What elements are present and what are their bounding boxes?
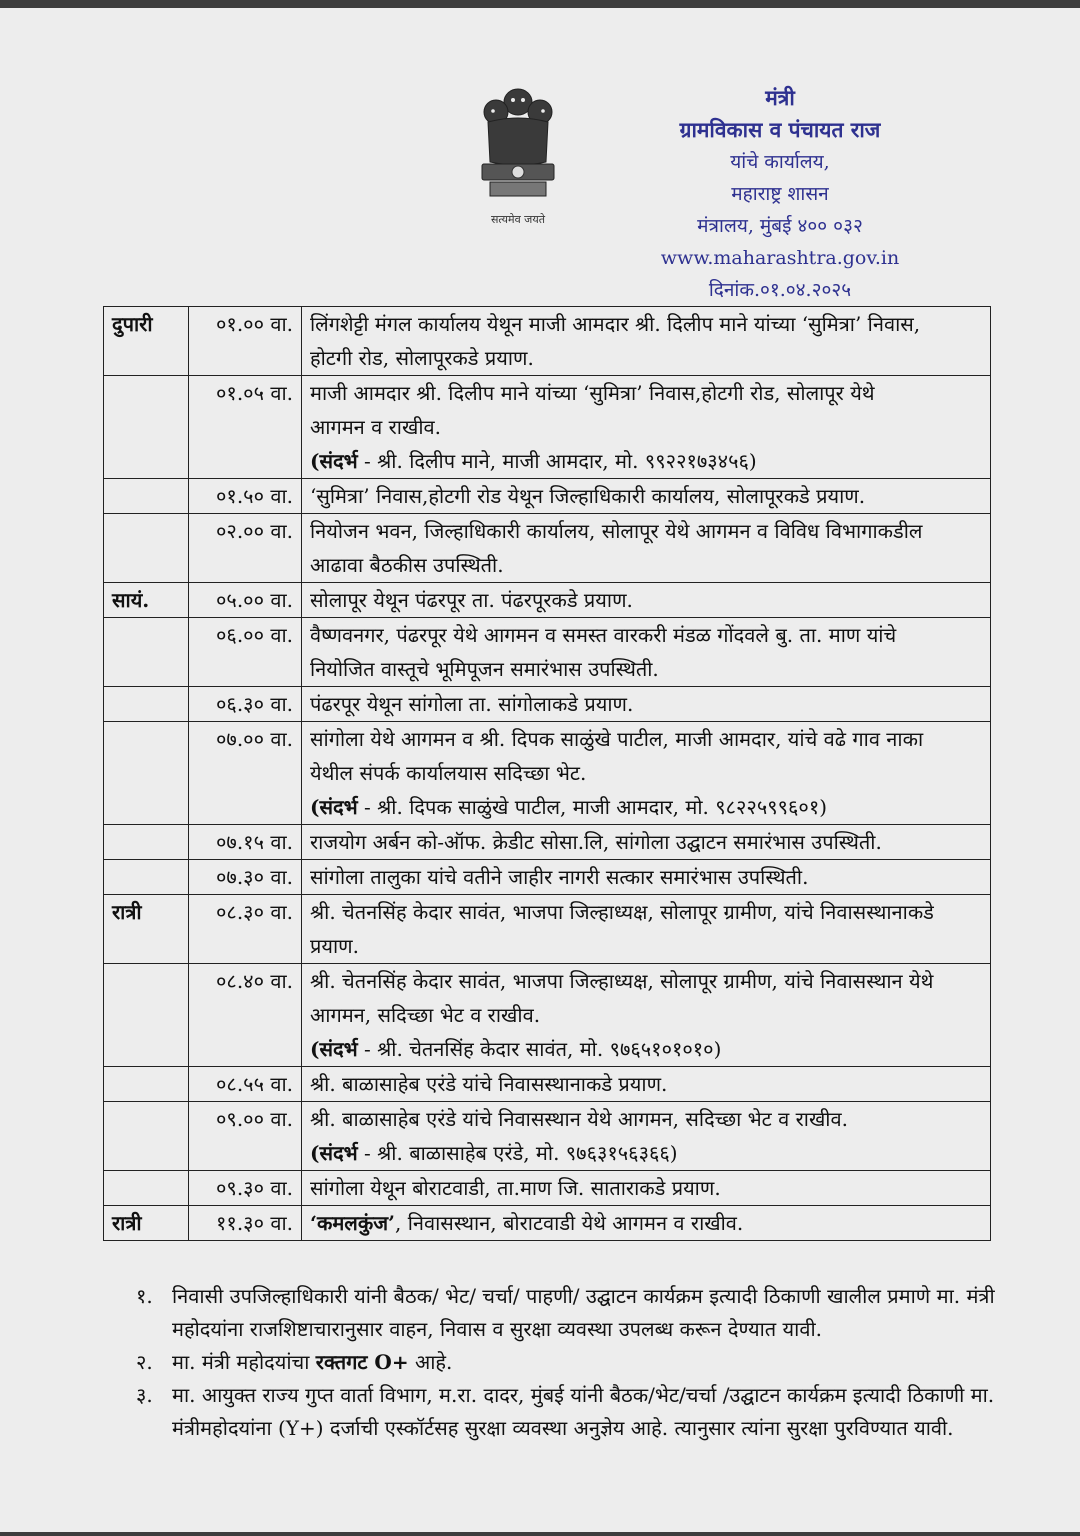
schedule-row [104, 514, 991, 583]
schedule-description [302, 1102, 991, 1171]
reference-contact: - श्री. दिपक साळुंखे पाटील, माजी आमदार, मो. ९८२२५९९६०१) [357, 795, 828, 819]
description-line: श्री. चेतनसिंह केदार सावंत, भाजपा जिल्हाध्यक्ष, सोलापूर ग्रामीण, यांचे निवासस्थान येथे [310, 969, 934, 993]
description-line: श्री. बाळासाहेब एरंडे यांचे निवासस्थानाकडे प्रयाण. [310, 1072, 668, 1096]
reference-line [310, 444, 982, 478]
note-number: ३. [136, 1383, 153, 1407]
schedule-period: रात्री [104, 1206, 189, 1241]
reference-contact: - श्री. दिलीप माने, माजी आमदार, मो. ९९२२१७३४५६) [357, 449, 757, 473]
letterhead-address: मंत्रालय, मुंबई ४०० ०३२ [697, 215, 863, 237]
description-line: येथील संपर्क कार्यालयास सदिच्छा भेट. [310, 761, 587, 785]
letterhead-date: दिनांक.०१.०४.२०२५ [708, 279, 852, 301]
description-line: सांगोला येथून बोराटवाडी, ता.माण जि. साताराकडे प्रयाण. [310, 1176, 721, 1200]
description-line: ‘सुमित्रा’ निवास,होटगी रोड येथून जिल्हाधिकारी कार्यालय, सोलापूरकडे प्रयाण. [310, 484, 866, 508]
schedule-row [104, 376, 991, 479]
schedule-period [104, 722, 189, 825]
description-text: , निवासस्थान, बोराटवाडी येथे आगमन व राखीव. [395, 1211, 744, 1235]
schedule-description [302, 860, 991, 895]
reference-label: (संदर्भ [310, 1037, 358, 1061]
top-border-bar [0, 0, 1080, 8]
schedule-period: रात्री [104, 895, 189, 964]
reference-line [310, 1032, 982, 1066]
schedule-time: ०५.०० वा. [189, 583, 302, 618]
emblem-motto: सत्यमेव जयते [490, 213, 545, 226]
schedule-description [302, 825, 991, 860]
note-item [136, 1346, 996, 1379]
reference-label: (संदर्भ [310, 795, 358, 819]
schedule-period [104, 825, 189, 860]
schedule-time: ०६.०० वा. [189, 618, 302, 687]
schedule-period: दुपारी [104, 307, 189, 376]
schedule-table [103, 306, 991, 1241]
schedule-row [104, 1206, 991, 1241]
description-line: राजयोग अर्बन को-ऑफ. क्रेडीट सोसा.लि, सांगोला उद्घाटन समारंभास उपस्थिती. [310, 830, 882, 854]
description-line: श्री. चेतनसिंह केदार सावंत, भाजपा जिल्हाध्यक्ष, सोलापूर ग्रामीण, यांचे निवासस्थानाकडे [310, 900, 934, 924]
note-text-after: आहे. [408, 1350, 453, 1374]
description-line: सोलापूर येथून पंढरपूर ता. पंढरपूरकडे प्रयाण. [310, 588, 633, 612]
schedule-period [104, 964, 189, 1067]
schedule-period [104, 687, 189, 722]
notes-list [136, 1280, 996, 1445]
schedule-period [104, 1067, 189, 1102]
schedule-time: ०८.५५ वा. [189, 1067, 302, 1102]
description-line [310, 1206, 982, 1240]
schedule-description [302, 479, 991, 514]
letterhead [610, 82, 950, 306]
description-line: लिंगशेट्टी मंगल कार्यालय येथून माजी आमदार श्री. दिलीप माने यांच्या ‘सुमित्रा’ निवास, [310, 312, 921, 336]
ashoka-lion-emblem-icon [468, 84, 568, 214]
schedule-time: ११.३० वा. [189, 1206, 302, 1241]
schedule-row [104, 618, 991, 687]
description-line: प्रयाण. [310, 934, 359, 958]
schedule-row [104, 307, 991, 376]
schedule-period [104, 1102, 189, 1171]
schedule-time: ०९.३० वा. [189, 1171, 302, 1206]
reference-label: (संदर्भ [310, 1141, 358, 1165]
letterhead-website: www.maharashtra.gov.in [660, 247, 900, 269]
schedule-row [104, 722, 991, 825]
schedule-time: ०२.०० वा. [189, 514, 302, 583]
schedule-description [302, 964, 991, 1067]
schedule-row [104, 825, 991, 860]
schedule-row [104, 479, 991, 514]
blood-group: रक्तगट O+ [315, 1350, 409, 1374]
letterhead-government: महाराष्ट्र शासन [731, 183, 829, 205]
note-number: २. [136, 1350, 153, 1374]
venue-name: ‘कमलकुंज’ [310, 1211, 396, 1235]
schedule-description [302, 1067, 991, 1102]
note-text-before: मा. मंत्री महोदयांचा [172, 1350, 316, 1374]
reference-contact: - श्री. बाळासाहेब एरंडे, मो. ९७६३१५६३६६) [357, 1141, 678, 1165]
state-emblem [468, 84, 568, 234]
schedule-time: ०१.०० वा. [189, 307, 302, 376]
letterhead-department: ग्रामविकास व पंचायत राज [679, 117, 881, 142]
schedule-description [302, 583, 991, 618]
schedule-time: ०७.१५ वा. [189, 825, 302, 860]
schedule-row [104, 1102, 991, 1171]
description-line: सांगोला येथे आगमन व श्री. दिपक साळुंखे पाटील, माजी आमदार, यांचे वढे गाव नाका [310, 727, 924, 751]
description-line: नियोजन भवन, जिल्हाधिकारी कार्यालय, सोलापूर येथे आगमन व विविध विभागाकडील [310, 519, 923, 543]
reference-contact: - श्री. चेतनसिंह केदार सावंत, मो. ९७६५१०१०१०) [357, 1037, 722, 1061]
schedule-period [104, 618, 189, 687]
schedule-time: ०८.४० वा. [189, 964, 302, 1067]
description-line: श्री. बाळासाहेब एरंडे यांचे निवासस्थान येथे आगमन, सदिच्छा भेट व राखीव. [310, 1107, 848, 1131]
description-line: माजी आमदार श्री. दिलीप माने यांच्या ‘सुमित्रा’ निवास,होटगी रोड, सोलापूर येथे [310, 381, 875, 405]
schedule-description [302, 722, 991, 825]
schedule-description [302, 618, 991, 687]
bottom-border-bar [0, 1532, 1080, 1536]
schedule-period [104, 860, 189, 895]
schedule-row [104, 583, 991, 618]
schedule-time: ०६.३० वा. [189, 687, 302, 722]
description-line: सांगोला तालुका यांचे वतीने जाहीर नागरी सत्कार समारंभास उपस्थिती. [310, 865, 809, 889]
reference-line [310, 790, 982, 824]
schedule-period [104, 376, 189, 479]
schedule-time: ०१.०५ वा. [189, 376, 302, 479]
schedule-time: ०७.३० वा. [189, 860, 302, 895]
schedule-description [302, 1171, 991, 1206]
schedule-time: ०९.०० वा. [189, 1102, 302, 1171]
note-item [136, 1280, 996, 1346]
note-text: निवासी उपजिल्हाधिकारी यांनी बैठक/ भेट/ चर्चा/ पाहणी/ उद्घाटन कार्यक्रम इत्यादी ठिकाणी खालील प्रमाणे मा. मंत्री महोदयांना राजशिष्टाचारानुसार वाहन, निवास व सुरक्षा व्यवस्था उपलब्ध करून देण्यात यावी. [172, 1284, 995, 1341]
note-text: मा. आयुक्त राज्य गुप्त वार्ता विभाग, म.रा. दादर, मुंबई यांनी बैठक/भेट/चर्चा /उद्घाटन कार्यक्रम इत्यादी ठिकाणी मा. मंत्रीमहोदयांना (Y+) दर्जाची एस्कॉर्टसह सुरक्षा व्यवस्था अनुज्ञेय आहे. त्यानुसार त्यांना सुरक्षा पुरविण्यात यावी. [172, 1383, 995, 1440]
schedule-row [104, 964, 991, 1067]
description-line: आगमन, सदिच्छा भेट व राखीव. [310, 1003, 541, 1027]
schedule-period [104, 1171, 189, 1206]
note-number: १. [136, 1284, 153, 1308]
schedule-description [302, 687, 991, 722]
schedule-description [302, 895, 991, 964]
description-line: नियोजित वास्तूचे भूमिपूजन समारंभास उपस्थिती. [310, 657, 659, 681]
schedule-description [302, 307, 991, 376]
description-line: पंढरपूर येथून सांगोला ता. सांगोलाकडे प्रयाण. [310, 692, 634, 716]
schedule-time: ०७.०० वा. [189, 722, 302, 825]
description-line: आढावा बैठकीस उपस्थिती. [310, 553, 504, 577]
schedule-period: सायं. [104, 583, 189, 618]
schedule-row [104, 1067, 991, 1102]
description-line: होटगी रोड, सोलापूरकडे प्रयाण. [310, 346, 534, 370]
schedule-row [104, 895, 991, 964]
schedule-row [104, 687, 991, 722]
schedule-description [302, 376, 991, 479]
schedule-description [302, 1206, 991, 1241]
reference-label: (संदर्भ [310, 449, 358, 473]
note-item [136, 1379, 996, 1445]
description-line: आगमन व राखीव. [310, 415, 441, 439]
note-text [172, 1346, 996, 1379]
reference-line [310, 1136, 982, 1170]
schedule-period [104, 514, 189, 583]
schedule-period [104, 479, 189, 514]
schedule-description [302, 514, 991, 583]
letterhead-office: यांचे कार्यालय, [730, 151, 830, 173]
schedule-row [104, 1171, 991, 1206]
description-line: वैष्णवनगर, पंढरपूर येथे आगमन व समस्त वारकरी मंडळ गोंदवले बु. ता. माण यांचे [310, 623, 897, 647]
schedule-time: ०१.५० वा. [189, 479, 302, 514]
schedule-row [104, 860, 991, 895]
letterhead-title: मंत्री [765, 85, 795, 110]
schedule-time: ०८.३० वा. [189, 895, 302, 964]
